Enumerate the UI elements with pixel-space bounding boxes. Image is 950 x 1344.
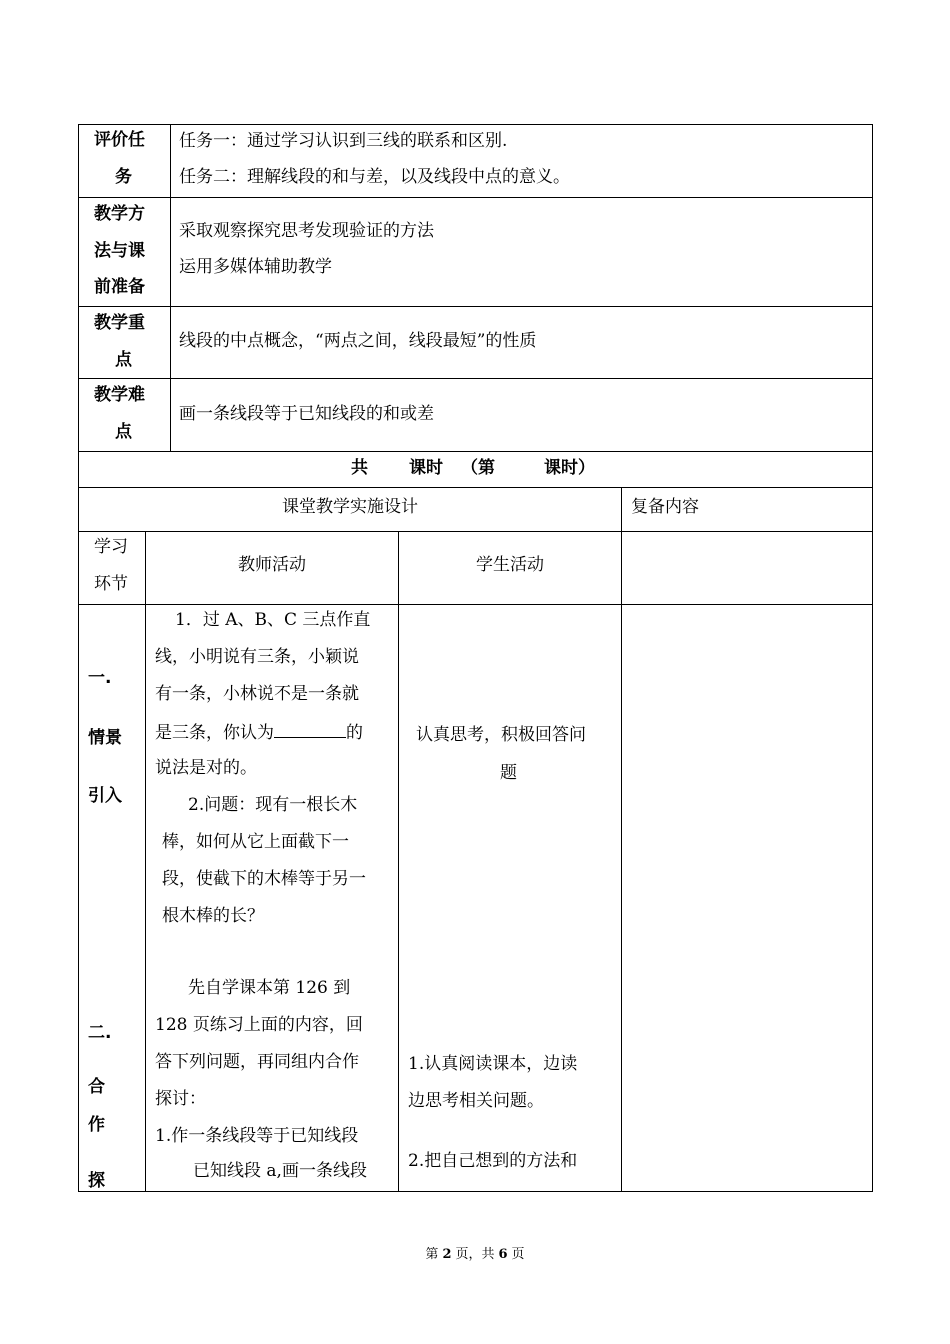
rule-header-bottom (78, 604, 873, 605)
method-line-2: 运用多媒体辅助教学 (179, 257, 332, 277)
student-s1-line1: 认真思考，积极回答问 (416, 725, 586, 745)
teacher-p3-line2: 128 页练习上面的内容，回 (155, 1015, 363, 1035)
method-line-1: 采取观察探究思考发现验证的方法 (179, 221, 434, 241)
footer-suffix: 页 (511, 1247, 525, 1262)
period-di: （第 (461, 458, 495, 478)
stage2-num: 二. (88, 1023, 112, 1043)
teacher-p2-line1: 2.问题：现有一根长木 (188, 795, 358, 815)
key-text: 线段的中点概念，“两点之间，线段最短”的性质 (179, 331, 537, 351)
eval-label-2: 务 (115, 167, 132, 187)
method-label-2: 法与课 (94, 241, 145, 261)
eval-task-2: 任务二：理解线段的和与差，以及线段中点的意义。 (179, 167, 570, 187)
teacher-p1-line5: 说法是对的。 (155, 758, 257, 778)
difficult-text: 画一条线段等于已知线段的和或差 (179, 404, 434, 424)
stage2-line2: 合 (88, 1077, 105, 1097)
rule-review-col (621, 487, 622, 1192)
eval-task-1: 任务一：通过学习认识到三线的联系和区别. (179, 131, 508, 151)
footer-total-pages: 6 (498, 1247, 508, 1262)
teacher-p2-line2: 棒，如何从它上面截下一 (162, 832, 349, 852)
teacher-p1-line4 (155, 721, 363, 743)
rule-label-col (170, 124, 171, 452)
difficult-label-1: 教学难 (94, 385, 145, 405)
stage-header-1: 学习 (94, 537, 128, 557)
teacher-p3-line3: 答下列问题，再同组内合作 (155, 1052, 359, 1072)
teacher-p4-line2: 已知线段 a,画一条线段 (193, 1161, 367, 1181)
rule-right (872, 124, 873, 1192)
stage2-line4: 探 (88, 1171, 105, 1191)
student-s2-line2: 边思考相关问题。 (408, 1091, 544, 1111)
rule-top (78, 124, 873, 125)
eval-label-1: 评价任 (94, 130, 145, 150)
teacher-p1-before-blank: 是三条，你认为 (155, 723, 274, 743)
period-keshi-2: 课时） (544, 458, 595, 478)
difficult-label-2: 点 (115, 422, 132, 442)
teacher-p1-line2: 线，小明说有三条，小颖说 (155, 647, 359, 667)
stage1-line3: 引入 (88, 786, 122, 806)
period-keshi-1: 课时 (409, 458, 443, 478)
stage2-line3: 作 (88, 1115, 105, 1135)
page-footer (0, 1246, 950, 1264)
review-title: 复备内容 (631, 497, 699, 517)
teacher-p1-line3: 有一条，小林说不是一条就 (155, 684, 359, 704)
student-header: 学生活动 (476, 555, 544, 575)
teacher-p1-after-blank: 的 (346, 723, 363, 743)
rule-method-bottom (78, 306, 873, 307)
rule-difficult-bottom (78, 451, 873, 452)
teacher-p1-line1: 1．过 A、B、C 三点作直 (175, 610, 371, 630)
teacher-p3-line1: 先自学课本第 126 到 (188, 978, 351, 998)
teacher-p3-line4: 探讨： (155, 1089, 206, 1109)
footer-middle: 页，共 (455, 1247, 495, 1262)
key-label-2: 点 (115, 350, 132, 370)
method-label-1: 教学方 (94, 204, 145, 224)
teacher-p4-line1: 1.作一条线段等于已知线段 (155, 1126, 359, 1146)
rule-period-bottom (78, 487, 873, 488)
stage1-num: 一. (88, 668, 112, 688)
teacher-p2-line4: 根木棒的长？ (162, 906, 264, 926)
stage1-line2: 情景 (88, 728, 122, 748)
stage-header-2: 环节 (94, 574, 128, 594)
rule-stage-col (145, 531, 146, 1192)
student-s1-line2: 题 (500, 763, 517, 783)
method-label-3: 前准备 (94, 277, 145, 297)
teacher-p2-line3: 段，使截下的木棒等于另一 (162, 869, 366, 889)
answer-blank (274, 721, 346, 738)
rule-bottom (78, 1191, 873, 1192)
key-label-1: 教学重 (94, 313, 145, 333)
teacher-header: 教师活动 (238, 555, 306, 575)
period-gong: 共 (351, 458, 368, 478)
rule-key-bottom (78, 378, 873, 379)
rule-left (78, 124, 79, 1192)
rule-teacher-col (398, 531, 399, 1192)
student-s2-line1: 1.认真阅读课本，边读 (408, 1054, 578, 1074)
student-s2-line3: 2.把自己想到的方法和 (408, 1151, 578, 1171)
footer-page-number: 2 (442, 1247, 452, 1262)
design-title: 课堂教学实施设计 (282, 497, 418, 517)
rule-eval-bottom (78, 197, 873, 198)
footer-prefix: 第 (425, 1247, 439, 1262)
rule-design-bottom (78, 531, 873, 532)
